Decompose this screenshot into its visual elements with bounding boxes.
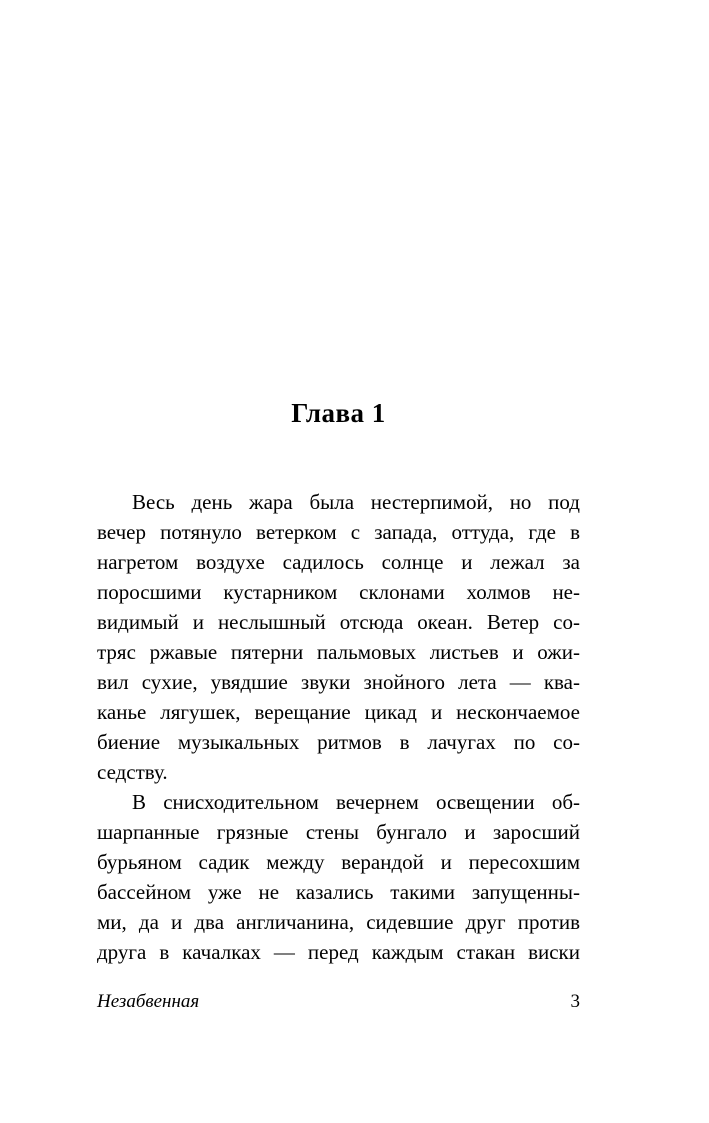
text-line: Весь день жара была нестерпимой, но под bbox=[132, 490, 580, 514]
text-line: поросшими кустарником склонами холмов не- bbox=[97, 580, 580, 604]
text-line: канье лягушек, верещание цикад и нескончаемое bbox=[97, 700, 580, 724]
chapter-heading: Глава 1 bbox=[291, 398, 386, 428]
text-line: вечер потянуло ветерком с запада, оттуда, где в bbox=[97, 520, 580, 544]
text-line: бассейном уже не казались такими запущенны- bbox=[97, 880, 580, 904]
text-line: ми, да и два англичанина, сидевшие друг против bbox=[97, 910, 580, 934]
page-number: 3 bbox=[570, 991, 580, 1012]
text-line: вил сухие, увядшие звуки знойного лета — ква- bbox=[97, 670, 580, 694]
text-line: шарпанные грязные стены бунгало и заросший bbox=[97, 820, 580, 844]
text-line: седству. bbox=[97, 760, 168, 784]
text-line: биение музыкальных ритмов в лачугах по со- bbox=[97, 730, 580, 754]
page-footer bbox=[97, 991, 580, 1014]
text-line: друга в качалках — перед каждым стакан виски bbox=[97, 940, 580, 964]
text-line: бурьяном садик между верандой и пересохшим bbox=[97, 850, 580, 874]
text-line: В снисходительном вечернем освещении об- bbox=[132, 790, 580, 814]
text-line: видимый и неслышный отсюда океан. Ветер со- bbox=[97, 610, 580, 634]
running-title: Незабвенная bbox=[97, 991, 200, 1012]
text-line: нагретом воздухе садилось солнце и лежал за bbox=[97, 550, 580, 574]
text-line: тряс ржавые пятерни пальмовых листьев и ожи- bbox=[97, 640, 580, 664]
body-text bbox=[97, 487, 580, 967]
